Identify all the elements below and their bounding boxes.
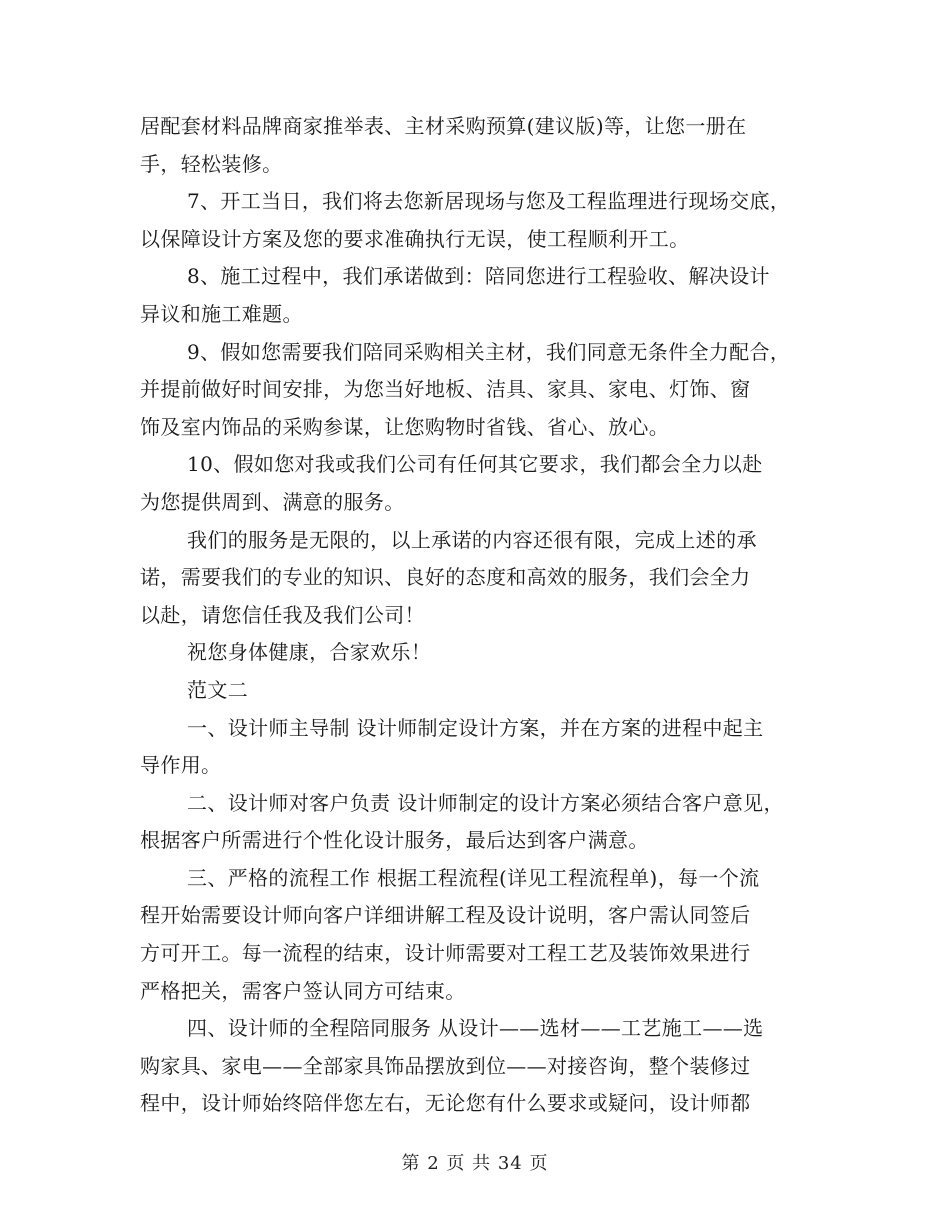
- text-line: 二、设计师对客户负责 设计师制定的设计方案必须结合客户意见，: [187, 790, 784, 815]
- text-line: 异议和施工难题。: [140, 301, 303, 326]
- text-line: 为您提供周到、满意的服务。: [140, 489, 405, 514]
- text-line: 我们的服务是无限的，以上承诺的内容还很有限，完成上述的承: [187, 527, 757, 552]
- text-line: 以保障设计方案及您的要求准确执行无误，使工程顺利开工。: [140, 226, 690, 251]
- page-number-footer: 第 2 页 共 34 页: [401, 1153, 549, 1174]
- text-line: 以赴，请您信任我及我们公司！: [140, 602, 425, 627]
- text-line: 程开始需要设计师向客户详细讲解工程及设计说明，客户需认同签后: [140, 903, 751, 928]
- text-line: 三、严格的流程工作 根据工程流程(详见工程流程单)，每一个流: [187, 865, 760, 890]
- body-text: [140, 108, 820, 1123]
- text-line: 手，轻松装修。: [140, 151, 283, 176]
- text-line: 根据客户所需进行个性化设计服务，最后达到客户满意。: [140, 828, 649, 853]
- text-line: 10、假如您对我或我们公司有任何其它要求，我们都会全力以赴: [187, 452, 763, 477]
- text-line: 程中，设计师始终陪伴您左右，无论您有什么要求或疑问，设计师都: [140, 1091, 751, 1116]
- section-heading: 范文二: [187, 677, 249, 702]
- text-line: 诺，需要我们的专业的知识、良好的态度和高效的服务，我们会全力: [140, 565, 751, 590]
- text-line: 严格把关，需客户签认同方可结束。: [140, 978, 466, 1003]
- text-line: 并提前做好时间安排，为您当好地板、洁具、家具、家电、灯饰、窗: [140, 377, 751, 402]
- text-line: 8、施工过程中，我们承诺做到：陪同您进行工程验收、解决设计: [187, 264, 770, 289]
- text-line: 9、假如您需要我们陪同采购相关主材，我们同意无条件全力配合，: [187, 339, 791, 364]
- text-line: 7、开工当日，我们将去您新居现场与您及工程监理进行现场交底，: [187, 189, 791, 214]
- text-line: 方可开工。每一流程的结束，设计师需要对工程工艺及装饰效果进行: [140, 941, 751, 966]
- text-line: 购家具、家电——全部家具饰品摆放到位——对接咨询，整个装修过: [140, 1053, 751, 1078]
- text-line: 导作用。: [140, 753, 222, 778]
- text-line: 一、设计师主导制 设计师制定设计方案，并在方案的进程中起主: [187, 715, 764, 740]
- text-line: 饰及室内饰品的采购参谋，让您购物时省钱、省心、放心。: [140, 414, 670, 439]
- text-line: 祝您身体健康，合家欢乐！: [187, 640, 432, 665]
- text-line: 四、设计师的全程陪同服务 从设计——选材——工艺施工——选: [187, 1016, 764, 1041]
- text-line: 居配套材料品牌商家推举表、主材采购预算(建议版)等，让您一册在: [140, 114, 747, 138]
